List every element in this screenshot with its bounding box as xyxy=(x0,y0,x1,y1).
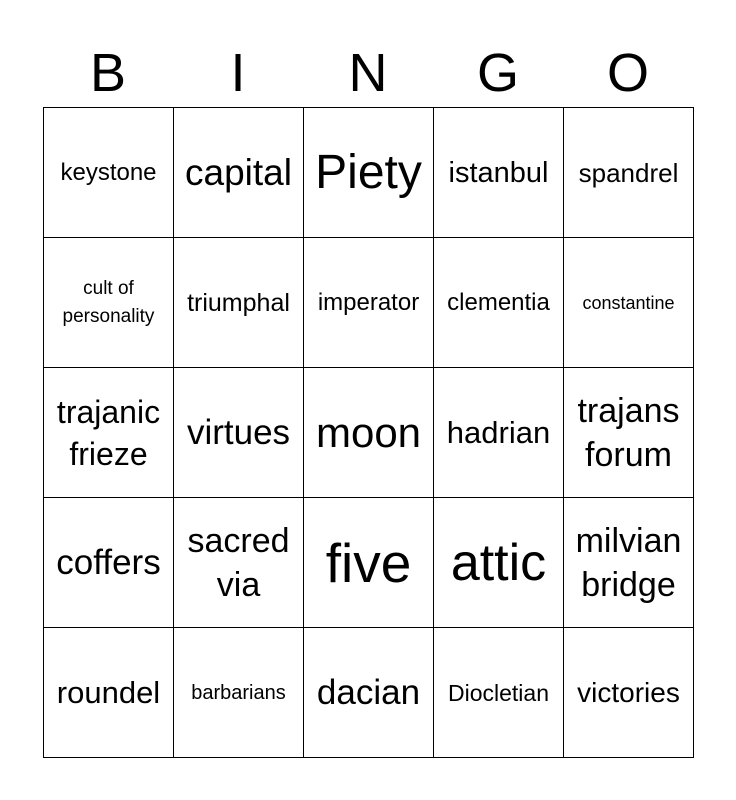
cell-text: istanbul xyxy=(448,156,549,189)
cell-text: imperator xyxy=(317,288,420,316)
bingo-cell-r4c3[interactable] xyxy=(304,498,434,628)
bingo-cell-r2c3[interactable] xyxy=(304,238,434,368)
cell-text-line-2: personality xyxy=(62,305,155,327)
cell-text-line-1: trajans xyxy=(577,391,680,430)
header-letter-b: B xyxy=(89,43,127,103)
bingo-cell-r5c2[interactable] xyxy=(174,628,304,758)
bingo-grid xyxy=(43,107,694,758)
cell-text: hadrian xyxy=(446,414,551,450)
cell-text: constantine xyxy=(582,292,675,313)
bingo-cell-r5c1[interactable] xyxy=(44,628,174,758)
cell-text-line-2: forum xyxy=(585,435,672,474)
bingo-cell-r1c2[interactable] xyxy=(174,108,304,238)
bingo-cell-r1c3[interactable] xyxy=(304,108,434,238)
cell-text: moon xyxy=(315,408,422,456)
bingo-cell-r4c4[interactable] xyxy=(434,498,564,628)
bingo-header xyxy=(43,40,693,106)
bingo-cell-r4c2[interactable] xyxy=(174,498,304,628)
cell-text-line-1: trajanic xyxy=(56,393,161,430)
cell-text: Diocletian xyxy=(448,679,549,706)
bingo-cell-r1c5[interactable] xyxy=(564,108,694,238)
bingo-cell-r4c5[interactable] xyxy=(564,498,694,628)
cell-text: attic xyxy=(450,533,547,592)
cell-text: clementia xyxy=(447,288,550,316)
header-letter-o: O xyxy=(606,43,649,103)
cell-text: capital xyxy=(185,151,292,193)
cell-text-line-2: bridge xyxy=(581,565,676,604)
bingo-cell-r1c4[interactable] xyxy=(434,108,564,238)
bingo-cell-r3c2[interactable] xyxy=(174,368,304,498)
cell-text: Piety xyxy=(315,145,422,199)
bingo-cell-r2c2[interactable] xyxy=(174,238,304,368)
cell-text: keystone xyxy=(60,158,157,186)
bingo-cell-r3c5[interactable] xyxy=(564,368,694,498)
cell-text: spandrel xyxy=(578,157,679,188)
cell-text-line-1: sacred xyxy=(187,521,290,560)
bingo-cell-r1c1[interactable] xyxy=(44,108,174,238)
cell-text: virtues xyxy=(186,412,291,452)
header-letter-n: N xyxy=(348,43,388,103)
cell-text: coffers xyxy=(56,542,161,582)
bingo-cell-r5c5[interactable] xyxy=(564,628,694,758)
bingo-cell-r5c4[interactable] xyxy=(434,628,564,758)
cell-text: five xyxy=(325,531,412,594)
bingo-cell-r4c1[interactable] xyxy=(44,498,174,628)
header-letter-g: G xyxy=(476,43,519,103)
cell-text-line-1: milvian xyxy=(575,521,682,560)
cell-text: triumphal xyxy=(187,288,290,317)
cell-text: barbarians xyxy=(191,681,286,704)
cell-text-line-1: cult of xyxy=(83,277,134,299)
bingo-cell-r2c4[interactable] xyxy=(434,238,564,368)
cell-text: dacian xyxy=(316,672,421,712)
bingo-cell-r2c1[interactable] xyxy=(44,238,174,368)
cell-text-line-2: frieze xyxy=(69,435,148,472)
cell-text-line-2: via xyxy=(216,565,261,604)
cell-text: victories xyxy=(577,676,680,708)
cell-text: roundel xyxy=(56,674,161,710)
bingo-cell-r2c5[interactable] xyxy=(564,238,694,368)
header-letter-i: I xyxy=(230,43,246,103)
bingo-cell-r3c4[interactable] xyxy=(434,368,564,498)
bingo-cell-r3c1[interactable] xyxy=(44,368,174,498)
bingo-cell-r5c3[interactable] xyxy=(304,628,434,758)
bingo-cell-r3c3[interactable] xyxy=(304,368,434,498)
